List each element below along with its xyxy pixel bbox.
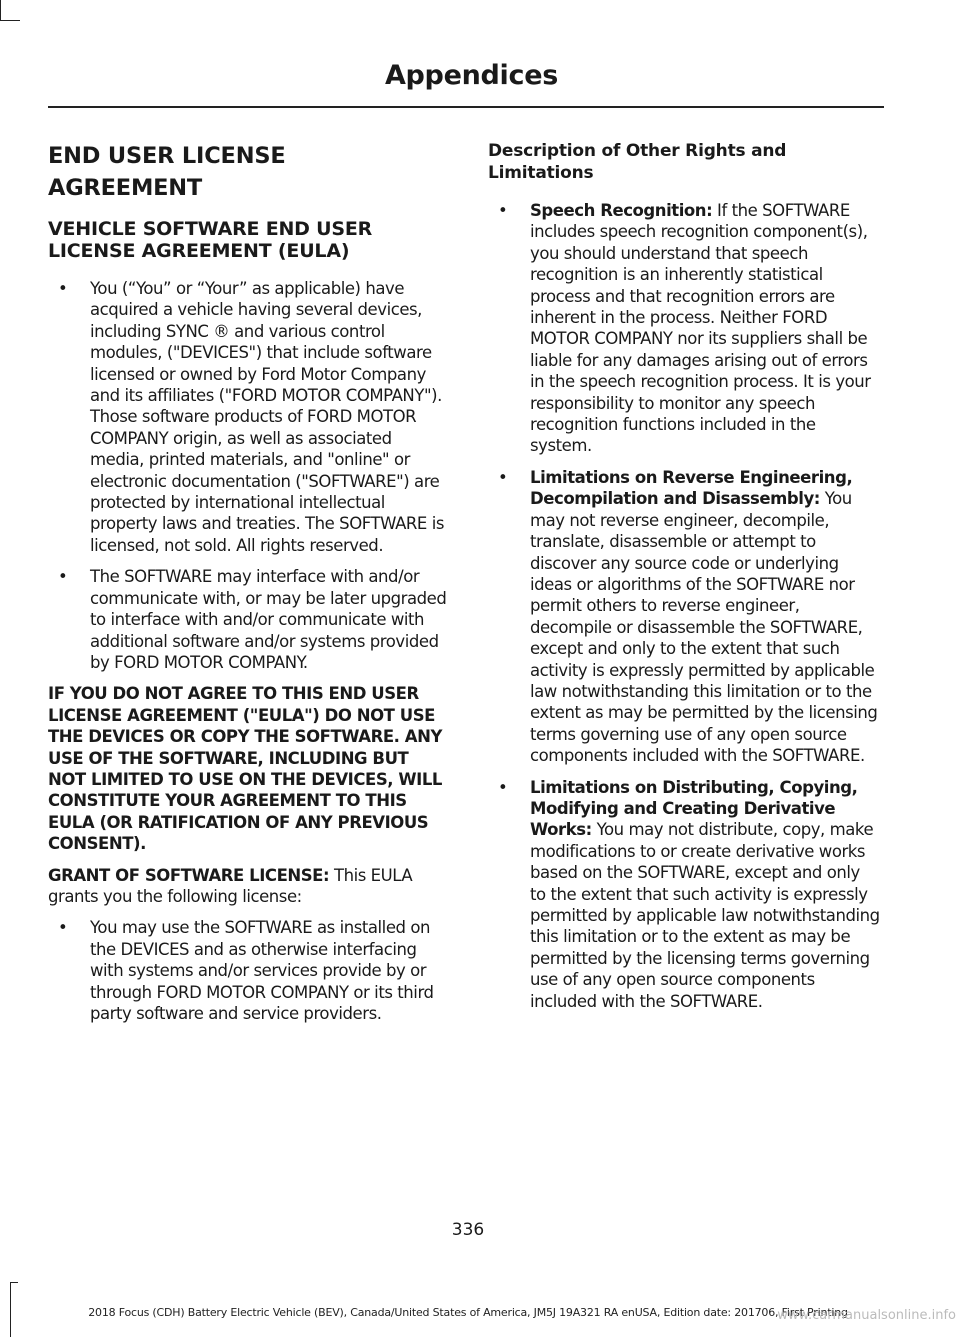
section-title-line-2: AGREEMENT — [48, 175, 203, 201]
page-header-title: Appendices — [384, 60, 558, 91]
list-item-label: Limitations on Distributing, Copying, Modifying and Creating Derivative Works: — [530, 777, 858, 840]
left-column — [48, 140, 448, 1034]
page-number: 336 — [451, 1220, 485, 1240]
bullet-icon: • — [498, 777, 508, 797]
crop-mark-bottom-left-h — [10, 1282, 18, 1283]
grant-label: GRANT OF SOFTWARE LICENSE: — [48, 865, 330, 885]
list-item-text: You (“You” or “Your” as applicable) have acquired a vehicle having several devices, including SYNC ® and various control modules, ("DEVICES") that include software licensed or owned by Ford Motor Company and its affiliates ("FORD MOTOR COMPANY"). Those software products of FORD MOTOR COMPANY origin, as well as associated media, printed materials, and "online" or electronic documentation ("SOFTWARE") are protected by international intellectual property laws and treaties. The SOFTWARE is licensed, not sold. All rights reserved. — [90, 279, 444, 555]
bullet-icon: • — [498, 201, 508, 220]
page-footer: 2018 Focus (CDH) Battery Electric Vehicle (BEV), Canada/United States of America, JM5J 19A321 RA enUSA, Edition date: 201706, First Printing — [88, 1306, 848, 1319]
list-item — [48, 566, 448, 673]
subsection-title: VEHICLE SOFTWARE END USER LICENSE AGREEMENT (EULA) — [48, 218, 373, 262]
grant-text: This EULA grants you the following license: — [48, 865, 413, 906]
bullet-icon: • — [58, 918, 68, 938]
intro-bullet-list — [48, 278, 448, 673]
list-item-label: Speech Recognition: — [530, 201, 713, 220]
watermark: www.carmanualsonline.info — [777, 1308, 956, 1323]
crop-mark-top-left-h — [0, 20, 20, 21]
list-item-label: Limitations on Reverse Engineering, Decompilation and Disassembly: — [530, 467, 853, 509]
right-column — [488, 140, 880, 1022]
section-title-line-1: END USER LICENSE — [48, 143, 286, 169]
bullet-icon: • — [58, 567, 68, 587]
crop-mark-top-left-v — [0, 0, 1, 20]
list-item-text: You may not distribute, copy, make modifications to or create derivative works based on the SOFTWARE, except and only to the extent that such activity is expressly permitted by applicable law notwithstanding this limitation or to the extent as may be permitted by the licensing terms governing use of any open source components included with the SOFTWARE. — [530, 820, 880, 1011]
grant-paragraph — [48, 865, 448, 908]
list-item — [488, 200, 880, 457]
agreement-warning: IF YOU DO NOT AGREE TO THIS END USER LICENSE AGREEMENT ("EULA") DO NOT USE THE DEVICES OR COPY THE SOFTWARE. ANY USE OF THE SOFTWARE, INCLUDING BUT NOT LIMITED TO USE ON THE DEVICES, WILL CONSTITUTE YOUR AGREEMENT TO THIS EULA (OR RATIFICATION OF ANY PREVIOUS CONSENT). — [48, 684, 442, 854]
list-item — [48, 917, 448, 1024]
list-item-text: You may use the SOFTWARE as installed on the DEVICES and as otherwise interfacing with systems and/or services provide by or through FORD MOTOR COMPANY or its third party software and service providers. — [90, 918, 434, 1023]
rights-bullet-list — [488, 200, 880, 1012]
bullet-icon: • — [498, 467, 508, 487]
list-item-text: If the SOFTWARE includes speech recognition component(s), you should understand that speech recognition is an inherently statistical process and that recognition errors are inherent in the process. Neither FORD MOTOR COMPANY nor its suppliers shall be liable for any damages arising out of errors in the speech recognition process. It is your responsibility to monitor any speech recognition functions included in the system. — [530, 201, 871, 456]
grant-bullet-list — [48, 917, 448, 1024]
rights-heading: Description of Other Rights and Limitations — [488, 141, 787, 183]
list-item-text: The SOFTWARE may interface with and/or communicate with, or may be later upgraded to interface with and/or communicate with additional software and/or systems provided by FORD MOTOR COMPANY. — [90, 567, 447, 672]
header-divider — [48, 106, 884, 108]
list-item — [488, 777, 880, 1012]
list-item — [48, 278, 448, 556]
bullet-icon: • — [58, 279, 68, 298]
list-item — [488, 467, 880, 767]
section-title — [48, 140, 448, 204]
list-item-text: You may not reverse engineer, decompile, translate, disassemble or attempt to discover any source code or underlying ideas or algorithms of the SOFTWARE nor permit others to reverse engineer, decompile or disassemble the SOFTWARE, except and only to the extent that such activity is expressly permitted by applicable law notwithstanding this limitation or to the extent as may be permitted by the licensing terms governing use of any open source components included with the SOFTWARE. — [530, 489, 878, 766]
